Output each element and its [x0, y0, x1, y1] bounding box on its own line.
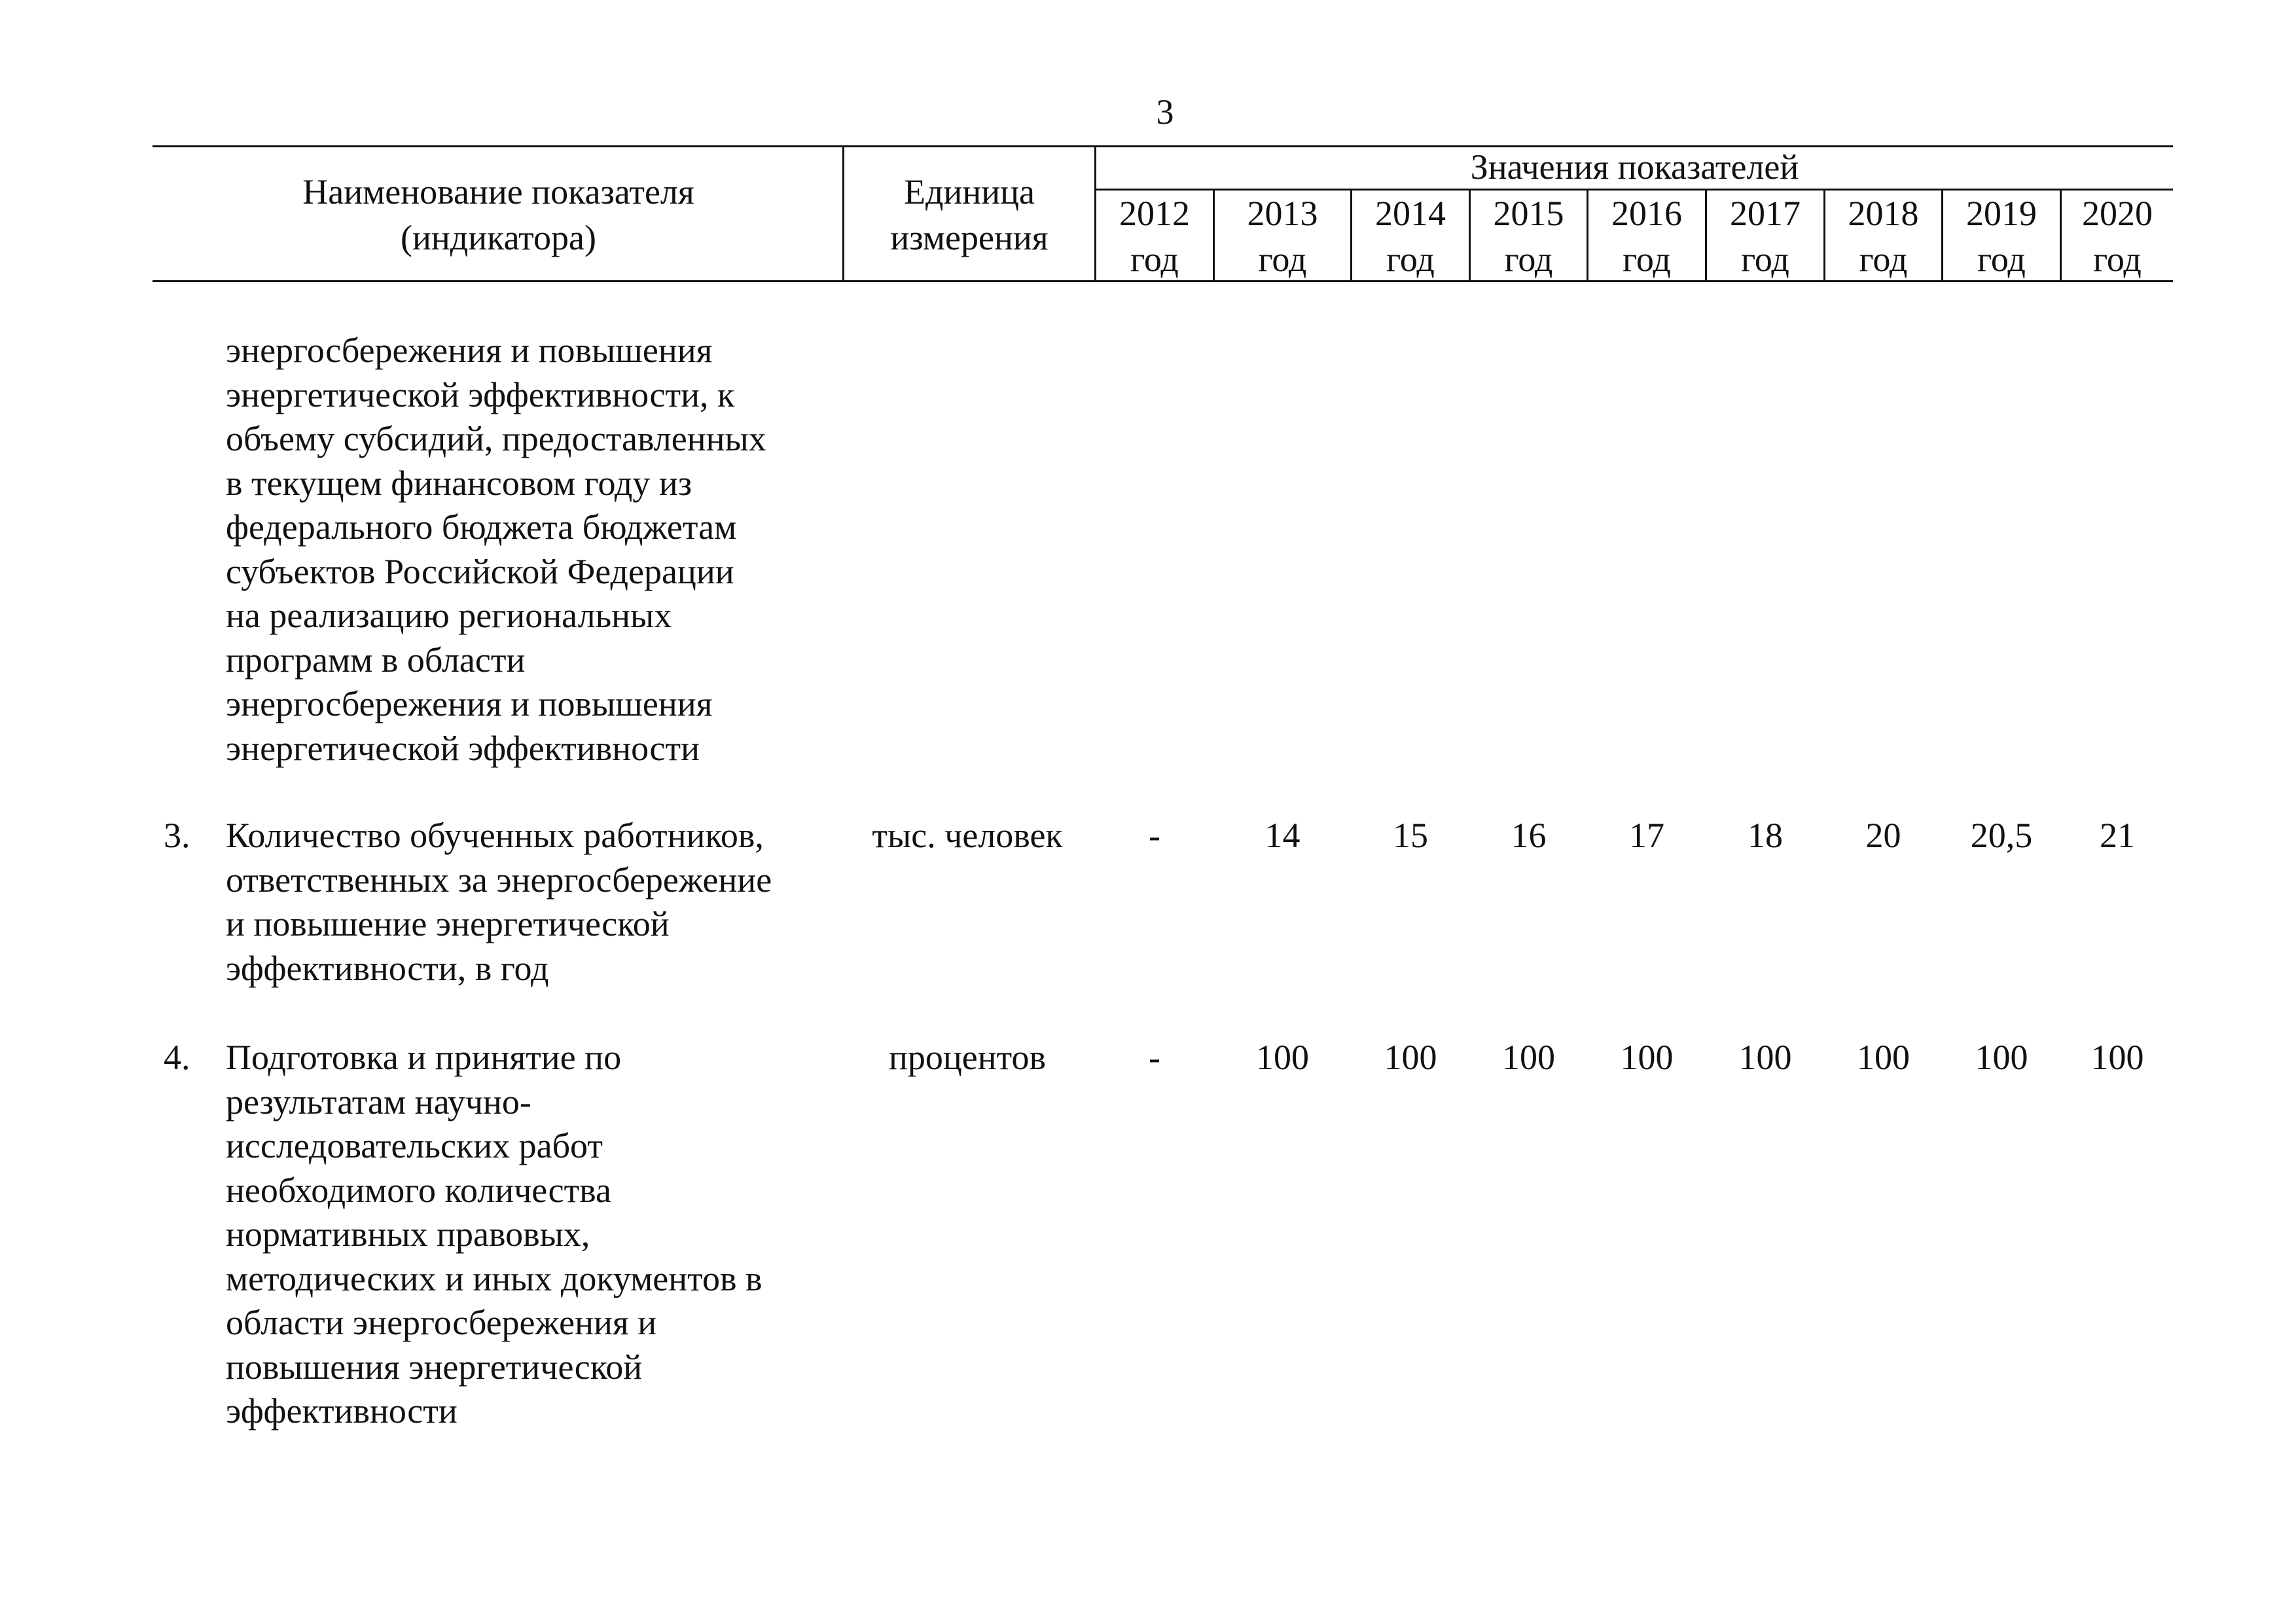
header-unit-line1: Единица: [903, 172, 1035, 211]
header-year-2018: 2018 год: [1848, 194, 1919, 279]
value-2015: 16: [1511, 816, 1547, 855]
header-year-2016: 2016 год: [1611, 194, 1682, 279]
header-unit-column: [844, 169, 1094, 261]
value-2020: 100: [2090, 1038, 2144, 1077]
value-2019: 100: [1975, 1038, 2028, 1077]
header-name-line2: (индикатора): [401, 218, 596, 257]
value-2015: 100: [1502, 1038, 1555, 1077]
value-2012: -: [1149, 816, 1160, 855]
value-2017: 18: [1748, 816, 1783, 855]
header-year-2015: 2015 год: [1493, 194, 1564, 279]
header-name-line1: Наименование показателя: [302, 172, 694, 211]
header-year-2012: 2012 год: [1119, 194, 1190, 279]
value-2018: 100: [1857, 1038, 1910, 1077]
value-2014: 15: [1393, 816, 1428, 855]
value-2013: 100: [1256, 1038, 1309, 1077]
value-2014: 100: [1384, 1038, 1437, 1077]
row-number: 3.: [164, 816, 190, 855]
value-2019: 20,5: [1970, 816, 2033, 855]
unit-of-measure: процентов: [888, 1038, 1047, 1077]
header-year-2014: 2014 год: [1375, 194, 1446, 279]
value-2020: 21: [2100, 816, 2135, 855]
indicator-name: Количество обученных работников, ответственных за энергосбережение и повышение энергетической эффективности, в год: [226, 816, 772, 988]
indicator-name: Подготовка и принятие по результатам научно- исследовательских работ необходимого количества нормативных правовых, методических и иных документов в области энергосбережения и повышения энергетической эффективности: [226, 1038, 762, 1431]
header-year-2019: 2019 год: [1966, 194, 2037, 279]
value-2013: 14: [1265, 816, 1300, 855]
header-year-2013: 2013 год: [1247, 194, 1318, 279]
row-number: 4.: [164, 1038, 190, 1077]
header-unit-line2: измерения: [890, 218, 1049, 257]
value-2016: 17: [1629, 816, 1664, 855]
value-2012: -: [1149, 1038, 1160, 1077]
header-values-group: Значения показателей: [1470, 147, 1799, 187]
header-name-column: [154, 169, 842, 261]
page-number: 3: [1156, 92, 1174, 132]
value-2018: 20: [1865, 816, 1901, 855]
value-2016: 100: [1620, 1038, 1674, 1077]
value-2017: 100: [1738, 1038, 1792, 1077]
indicator-name-continued: энергосбережения и повышения энергетической эффективности, к объему субсидий, предоставленных в текущем финансовом году из федерального бюджета бюджетам субъектов Российской Федерации на реализацию региональных программ в области энергосбережения и повышения энергетической эффективности: [226, 331, 766, 768]
header-year-2017: 2017 год: [1730, 194, 1801, 279]
header-year-2020: 2020 год: [2082, 194, 2153, 279]
unit-of-measure: тыс. человек: [872, 816, 1063, 855]
